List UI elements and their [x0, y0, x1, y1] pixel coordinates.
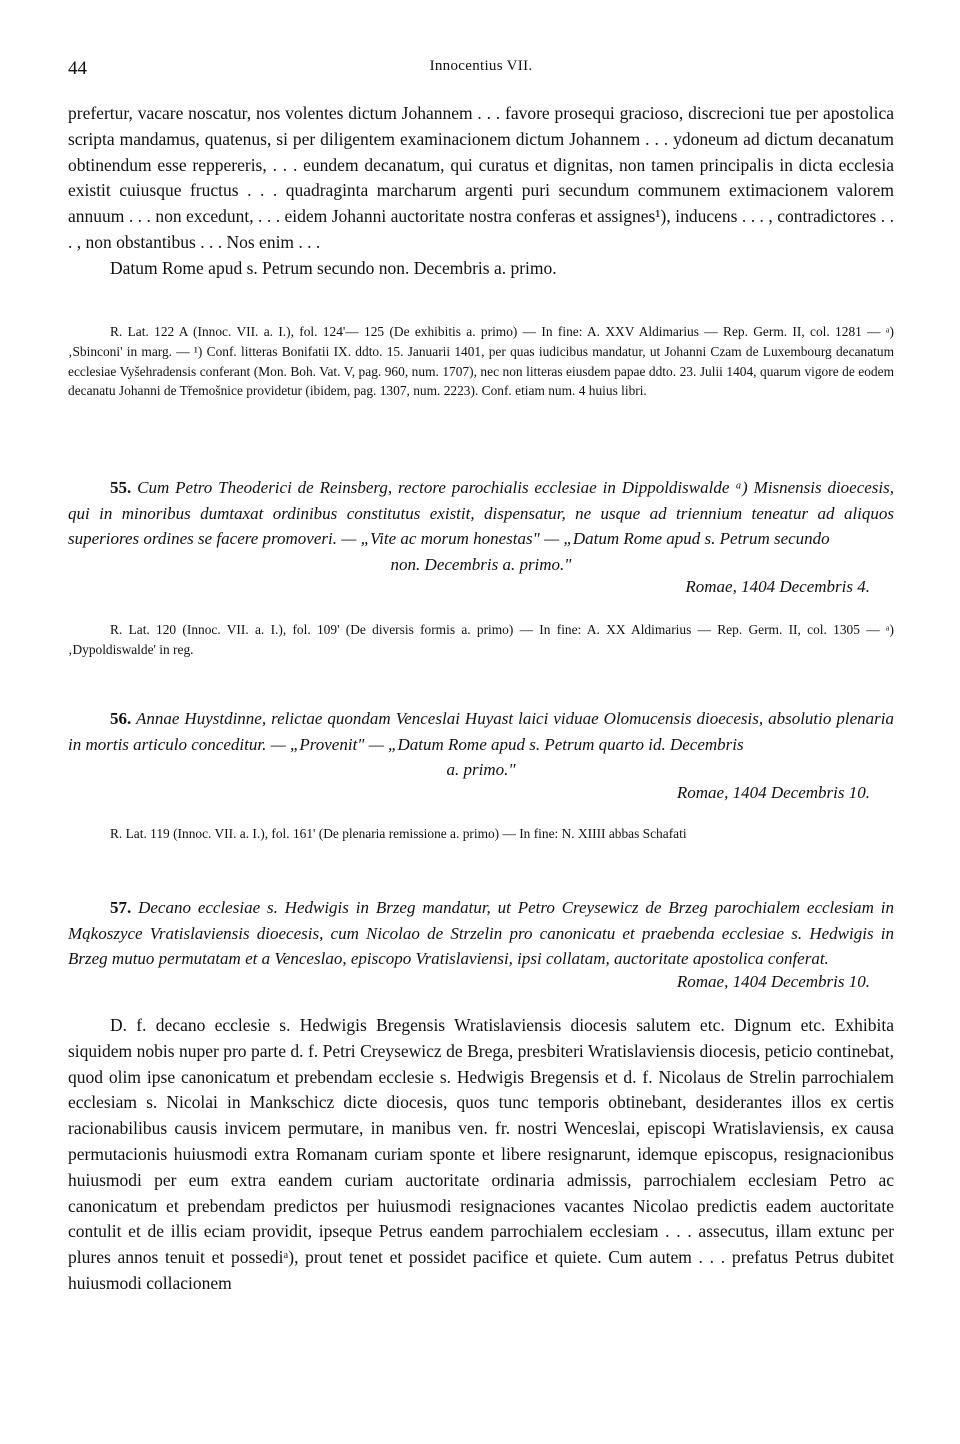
page-header [68, 58, 894, 82]
document-56-apparatus [68, 824, 894, 844]
document-54-apparatus [68, 322, 894, 401]
body-paragraph: prefertur, vacare noscatur, nos volentes dictum Johannem . . . favore prosequi gracioso, discrecioni tue per apostolica scripta mandamus, quatenus, si per diligentem examinacionem dictum Johannem . . . ydoneum ad dictum decanatum obtinendum esse reppereris, . . . eundem decanatum, qui curatus et dignitas, non tamen principalis in dicta ecclesia existit cuiusque fructus . . . quadraginta marcharum argenti puri secundum communem extimacionem valorem annuum . . . non excedunt, . . . eidem Johanni auctoritate nostra conferas et assignes¹), inducens . . . , contradictores . . . , non obstantibus . . . Nos enim . . . [68, 103, 894, 252]
page-number: 44 [68, 58, 87, 79]
running-title: Innocentius VII. [429, 58, 533, 74]
document-56 [68, 706, 894, 803]
document-number: 55. [110, 478, 132, 497]
apparatus-note: R. Lat. 120 (Innoc. VII. a. I.), fol. 109' (De diversis formis a. primo) — In fine: A. XX Aldimarius — Rep. Germ. II, col. 1305 — ᵃ) ‚Dypoldiswalde' in reg. [68, 622, 894, 657]
regest-text: 56. Annae Huystdinne, relictae quondam Venceslai Huyast laici viduae Olomucensis dioecesis, absolutio plenaria in mortis articulo conceditur. — „Provenit" — „Datum Rome apud s. Petrum quarto id. Decembris [68, 709, 894, 754]
document-date: Romae, 1404 Decembris 10. [676, 971, 870, 991]
document-55-apparatus [68, 620, 894, 660]
regest-end: a. primo." [446, 760, 516, 779]
datum-line: Datum Rome apud s. Petrum secundo non. Decembris a. primo. [110, 257, 557, 278]
regest-end: non. Decembris a. primo." [390, 554, 572, 574]
apparatus-note: R. Lat. 119 (Innoc. VII. a. I.), fol. 161' (De plenaria remissione a. primo) — In fine: N. XIIII abbas Schafati [110, 826, 687, 841]
regest-text: 55. Cum Petro Theoderici de Reinsberg, rectore parochialis ecclesiae in Dippoldiswalde ᵃ) Misnensis dioecesis, qui in minoribus dumtaxat ordinibus constitutus existit, dispensatur, ne usque ad triennium teneatur ad aliquos superiores ordines se facere promoveri. — „Vite ac morum honestas" — „Datum Rome apud s. Petrum secundo [68, 478, 895, 548]
document-date: Romae, 1404 Decembris 4. [685, 577, 870, 596]
document-55 [68, 475, 894, 597]
document-57-text [68, 1013, 894, 1297]
regest-text: 57. Decano ecclesiae s. Hedwigis in Brzeg mandatur, ut Petro Creysewicz de Brzeg parochialem ecclesiam in Mąkoszyce Vratislaviensis dioecesis, cum Nicolao de Strzelin pro canonicatu et praebenda ecclesiae s. Hedwigis in Brzeg mutuo permutatam et a Venceslao, episcopo Vratislaviensi, ipsi collatam, auctoritate apostolica conferat. [68, 898, 895, 968]
document-57 [68, 895, 894, 992]
document-number: 57. [110, 898, 132, 917]
document-54-continuation [68, 101, 894, 282]
document-number: 56. [110, 709, 132, 728]
document-date: Romae, 1404 Decembris 10. [676, 782, 870, 802]
body-paragraph: D. f. decano ecclesie s. Hedwigis Bregensis Wratislaviensis diocesis salutem etc. Dignum etc. Exhibita siquidem nobis nuper pro parte d. f. Petri Creysewicz de Brega, presbiteri Wratislaviensis diocesis, peticio continebat, quod olim ipse canonicatum et prebendam ecclesie s. Hedwigis Bregensis et d. f. Nicolaus de Strelin parrochialem ecclesiam s. Nicolai in Mankschicz dicte diocesis, quos tunc temporis obtinebant, desiderantes illos ex certis racionabilibus causis invicem permutare, in manibus ven. fr. nostri Wenceslai, episcopi Wratislaviensis, ex causa permutacionis huiusmodi extra Romanam curiam sponte et libere resignarunt, idemque episcopus, resignacionibus huiusmodi per eum extra eandem curiam auctoritate ordinaria admissis, parrochialem ecclesiam Petro ac canonicatum et prebendam predictos per huiusmodi resignaciones vacantes Nicolao predictis eadem auctoritate contulit et de illis eciam providit, ipseque Petrus eandem parrochialem ecclesiam . . . assecutus, illam extunc per plures annos tenuit et possediᵃ), prout tenet et possidet pacifice et quiete. Cum autem . . . prefatus Petrus dubitet huiusmodi collacionem [68, 1015, 894, 1293]
apparatus-note: R. Lat. 122 A (Innoc. VII. a. I.), fol. 124'— 125 (De exhibitis a. primo) — In fine: A. XXV Aldimarius — Rep. Germ. II, col. 1281 — ᵃ) ‚Sbinconi' in marg. — ¹) Conf. litteras Bonifatii IX. ddto. 15. Januarii 1401, per quas iudicibus mandatur, ut Johanni Czam de Luxembourg decanatum ecclesiae Vyšehradensis conferant (Mon. Boh. Vat. V, pag. 960, num. 1707), nec non litteras eiusdem papae ddto. 23. Julii 1404, quarum vigore de eodem decanatu Johanni de Třemošnice providetur (ibidem, pag. 1307, num. 2223). Conf. etiam num. 4 huius libri. [68, 324, 894, 399]
